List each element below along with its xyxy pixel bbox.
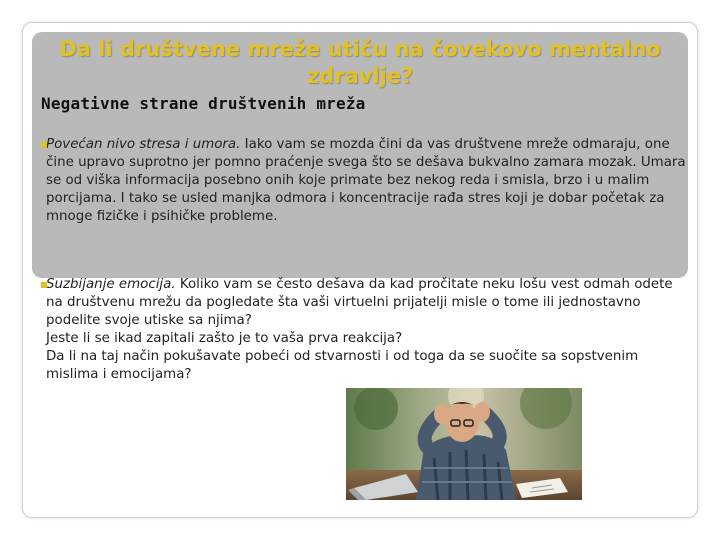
slide-title: Da li društvene mreže utiču na čovekovo mentalno zdravlje? [59,37,661,88]
paragraph-question: Jeste li se ikad zapitali zašto je to vaša prva reakcija? [46,331,403,346]
paragraph-question: Da li na taj način pokušavate pobeći od stvarnosti i od toga da se suočite sa sopstvenim mislima i emocijama? [46,349,639,382]
paragraph-lead: Suzbijanje emocija. [46,277,176,292]
paragraph-stress [40,136,692,226]
stressed-man-photo [346,388,582,500]
bullet-icon: ■ [40,140,48,149]
bullet-icon: ■ [40,280,48,289]
paragraph-lead: Povećan nivo stresa i umora. [46,137,241,152]
paragraph-body: Iako vam se mozda čini da vas društvene mreže odmaraju, one čine upravo suprotno jer pomno praćenje svega što se dešava bukvalno zamara mozak. Umara se od viška informacija posebno onih koje primate bez nekog reda i smisla, brzo i u malim porcijama. I tako se usled manjka odmora i koncentracije rađa stres koji je dobar početak za mnoge fizičke i psihičke probleme. [46,137,686,224]
paragraph-body: Koliko vam se često dešava da kad pročitate neku lošu vest odmah odete na društvenu mrežu da pogledate šta vaši virtuelni prijatelji misle o tome ili jednostavno podelite svoje utiske sa njima? [46,277,673,328]
slide-subtitle: Negativne strane društvenih mreža [41,94,366,113]
paragraph-emotions [40,276,692,384]
